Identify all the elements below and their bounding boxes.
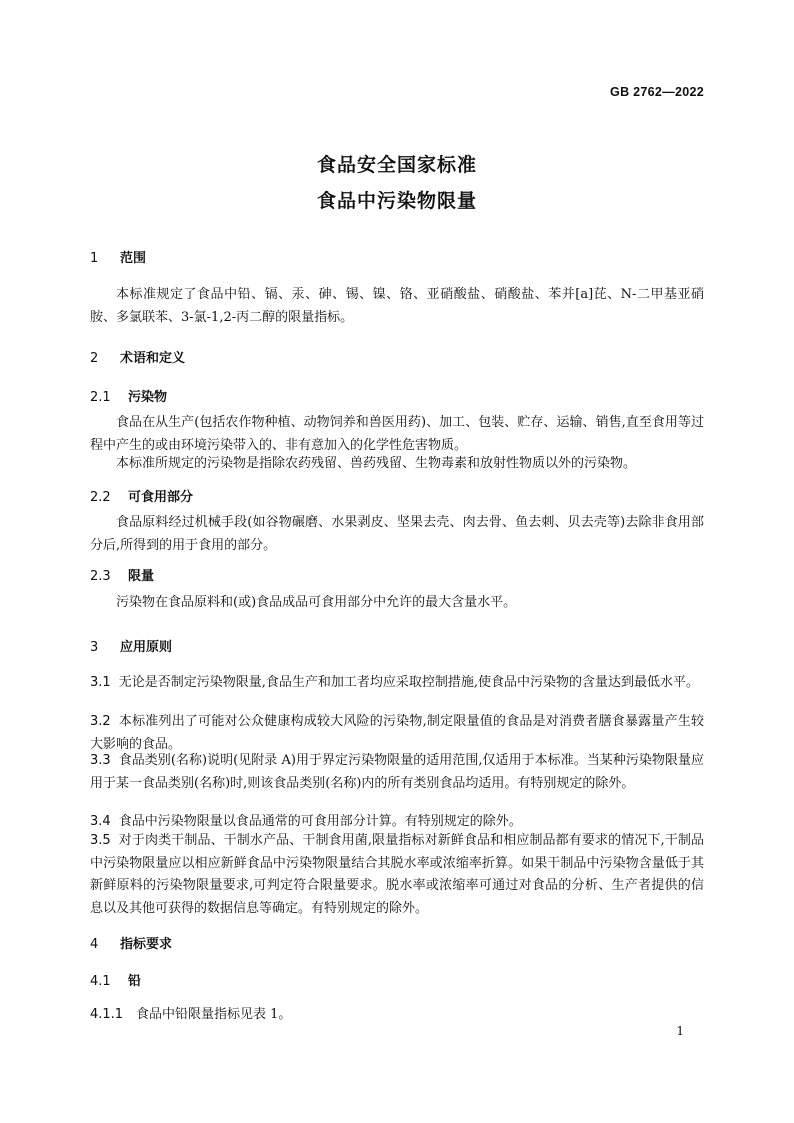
paragraph-edible-part: 食品原料经过机械手段(如谷物碾磨、水果剥皮、坚果去壳、肉去骨、鱼去刺、贝去壳等)去除非食用部分后,所得到的用于食用的部分。 <box>90 515 704 553</box>
clause-number: 3.2 <box>90 714 111 729</box>
section-title: 限量 <box>128 569 155 584</box>
clause-number: 3.4 <box>90 814 111 829</box>
paragraph-scope: 本标准规定了食品中铅、镉、汞、砷、锡、镍、铬、亚硝酸盐、硝酸盐、苯并[a]芘、N-二甲基亚硝胺、多氯联苯、3-氯-1,2-丙二醇的限量指标。 <box>90 287 704 325</box>
clause-number: 3.3 <box>90 753 111 768</box>
section-title: 指标要求 <box>120 937 173 952</box>
section-heading-4 <box>90 933 172 952</box>
paragraph-pollutant-definition: 食品在从生产(包括农作物种植、动物饲养和兽医用药)、加工、包装、贮存、运输、销售,直至食用等过程中产生的或由环境污染带入的、非有意加入的化学性危害物质。 <box>90 415 704 453</box>
clause-text: 食品中污染物限量以食品通常的可食用部分计算。有特别规定的除外。 <box>118 814 522 829</box>
document-subtitle: 食品中污染物限量 <box>316 190 477 212</box>
clause-text: 食品类别(名称)说明(见附录 A)用于界定污染物限量的适用范围,仅适用于本标准。当某种污染物限量应用于某一食品类别(名称)时,则该食品类别(名称)内的所有类别食品均适用。有特别规定的除外。 <box>90 753 704 791</box>
section-heading-2 <box>90 347 185 366</box>
paragraph-limit-definition: 污染物在食品原料和(或)食品成品可食用部分中允许的最大含量水平。 <box>116 595 517 610</box>
section-title: 铅 <box>128 974 142 989</box>
clause-4-1-1 <box>90 1003 291 1022</box>
section-heading-1 <box>90 247 146 266</box>
subsection-heading-4-1 <box>90 970 141 989</box>
clause-3-3 <box>90 750 704 795</box>
clause-text: 无论是否制定污染物限量,食品生产和加工者均应采取控制措施,使食品中污染物的含量达到最低水平。 <box>118 675 699 690</box>
clause-number: 3.1 <box>90 675 111 690</box>
section-title: 应用原则 <box>120 640 173 655</box>
section-number: 4.1 <box>90 974 111 989</box>
section-title: 可食用部分 <box>128 490 194 505</box>
subsection-heading-2-3 <box>90 565 154 584</box>
clause-text: 对于肉类干制品、干制水产品、干制食用菌,限量指标对新鲜食品和相应制品都有要求的情况下,干制品中污染物限量应以相应新鲜食品中污染物限量结合其脱水率或浓缩率折算。如果干制品中污染物含量低于其新鲜原料的污染物限量要求,可判定符合限量要求。脱水率或浓缩率可通过对食品的分析、生产者提供的信息以及其他可获得的数据信息等确定。有特别规定的除外。 <box>90 833 704 916</box>
subsection-heading-2-2 <box>90 486 193 505</box>
subsection-heading-2-1 <box>90 386 167 405</box>
section-number: 2.3 <box>90 569 111 584</box>
clause-number: 4.1.1 <box>90 1007 124 1022</box>
page-number: 1 <box>676 1024 684 1038</box>
clause-3-5 <box>90 830 704 920</box>
section-number: 4 <box>90 937 99 952</box>
clause-number: 3.5 <box>90 833 111 848</box>
section-number: 2.2 <box>90 490 111 505</box>
section-title: 术语和定义 <box>120 351 186 366</box>
section-title: 范围 <box>120 251 147 266</box>
clause-3-1 <box>90 672 704 695</box>
section-number: 1 <box>90 251 99 266</box>
clause-text: 本标准列出了可能对公众健康构成较大风险的污染物,制定限量值的食品是对消费者膳食暴露量产生较大影响的食品。 <box>90 714 704 752</box>
section-title: 污染物 <box>128 390 168 405</box>
section-number: 2 <box>90 351 99 366</box>
section-number: 3 <box>90 640 99 655</box>
section-number: 2.1 <box>90 390 111 405</box>
paragraph-pollutant-scope: 本标准所规定的污染物是指除农药残留、兽药残留、生物毒素和放射性物质以外的污染物。 <box>116 456 637 471</box>
section-heading-3 <box>90 636 172 655</box>
document-title: 食品安全国家标准 <box>316 154 477 176</box>
clause-text: 食品中铅限量指标见表 1。 <box>136 1007 292 1022</box>
standard-code: GB 2762—2022 <box>610 85 704 99</box>
